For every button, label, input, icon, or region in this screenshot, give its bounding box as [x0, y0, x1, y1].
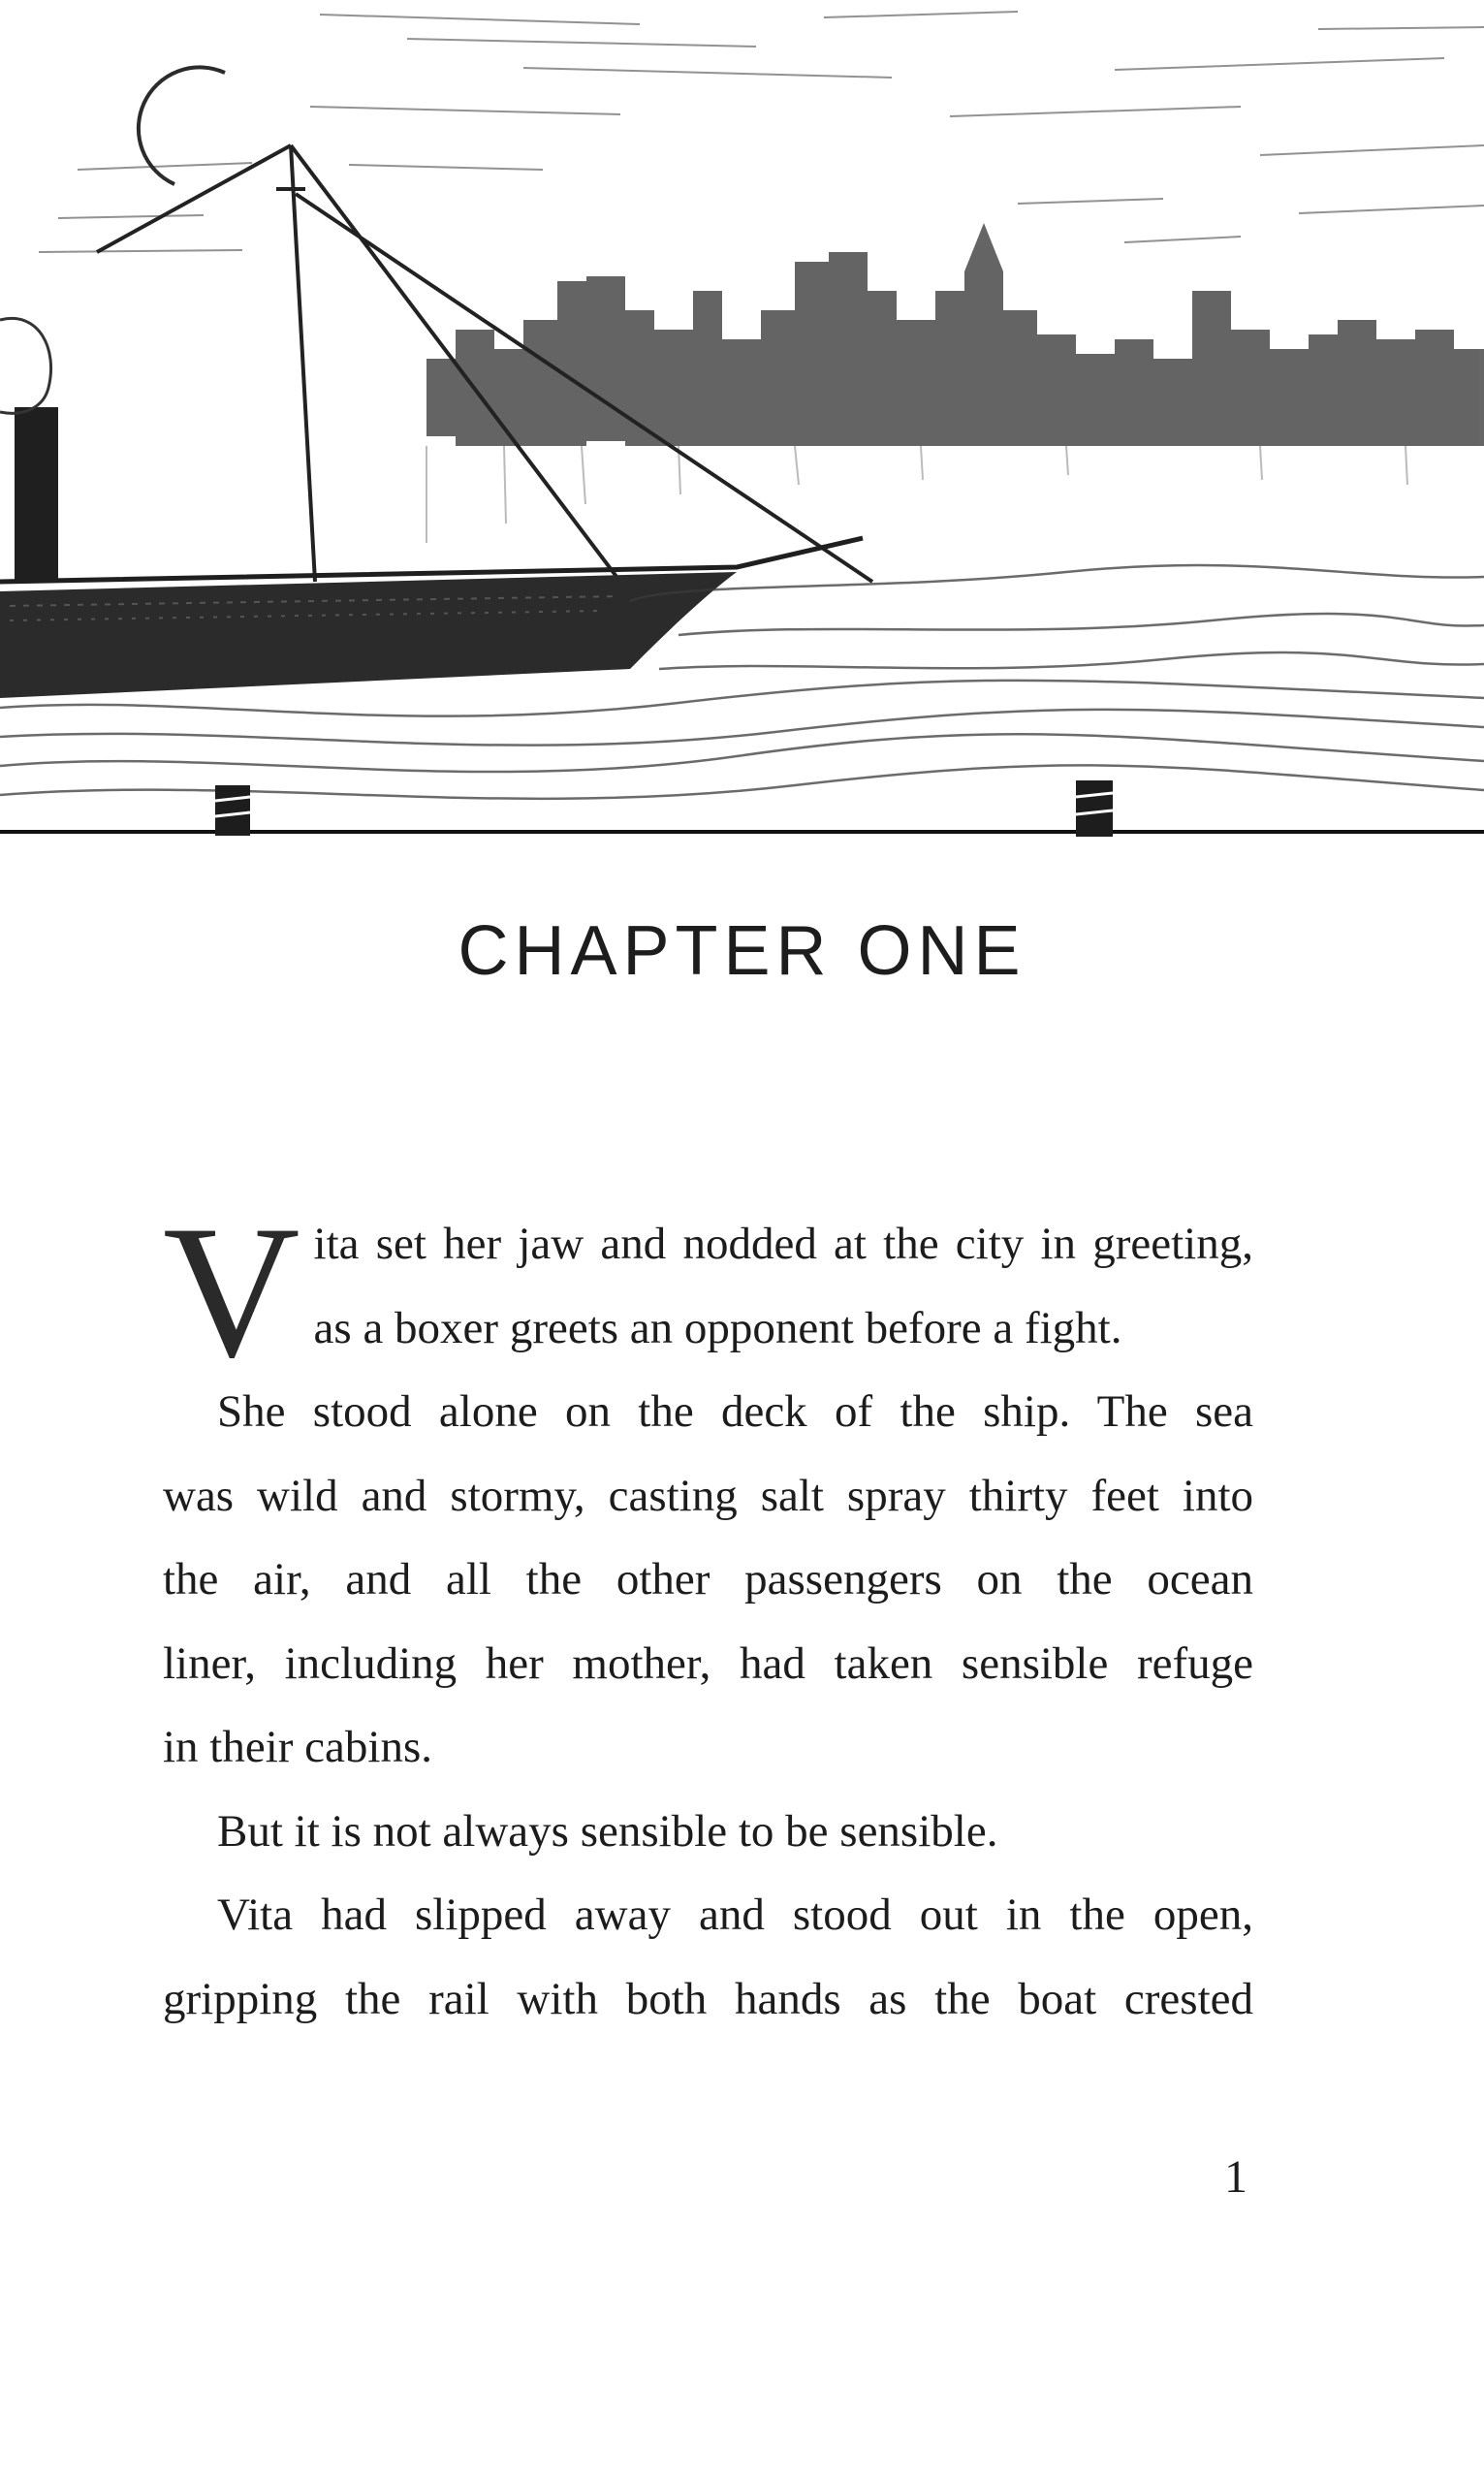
chapter-header-illustration: [0, 0, 1484, 892]
harbor-mist: [426, 446, 1407, 543]
text-line: Vita had slipped away and stood out in the open,: [217, 1890, 1253, 1940]
ship-hull: [0, 572, 737, 698]
paragraph-2: [163, 1370, 1253, 1454]
paragraph-2-continued: [163, 1454, 1253, 1790]
drop-cap: V: [163, 1187, 300, 1397]
dock-post-left: [215, 785, 250, 836]
ship-funnel: [15, 407, 58, 582]
text-line: ita set her jaw and nodded at the city in greeting,: [313, 1219, 1253, 1269]
text-line: She stood alone on the deck of the ship. The sea: [217, 1386, 1253, 1437]
moon-icon: [139, 67, 225, 184]
ship-deck: [0, 538, 863, 582]
text-line: liner, including her mother, had taken sensible refuge: [163, 1637, 1253, 1689]
chapter-title: CHAPTER ONE: [458, 912, 1026, 990]
text-line: But it is not always sensible to be sensible.: [217, 1805, 998, 1857]
text-line: in their cabins.: [163, 1722, 433, 1772]
paragraph-4: [163, 1873, 1253, 1957]
paragraph-1: [163, 1187, 1253, 1397]
dock-post-right: [1076, 780, 1113, 837]
ship-smoke: [0, 318, 51, 413]
paragraph-4-continued: [163, 1957, 1253, 2042]
sky-hatching: [39, 12, 1484, 252]
text-line: the air, and all the other passengers on the ocean: [163, 1554, 1253, 1604]
page-number: 1: [1224, 2151, 1247, 2203]
text-line: was wild and stormy, casting salt spray thirty feet into: [163, 1470, 1253, 1521]
body-text: [163, 1187, 1253, 2041]
paragraph-3: [163, 1790, 1253, 1874]
text-line: as a boxer greets an opponent before a fight.: [313, 1302, 1122, 1353]
city-skyline: [426, 223, 1484, 446]
text-line: gripping the rail with both hands as the boat crested: [163, 1973, 1253, 2024]
